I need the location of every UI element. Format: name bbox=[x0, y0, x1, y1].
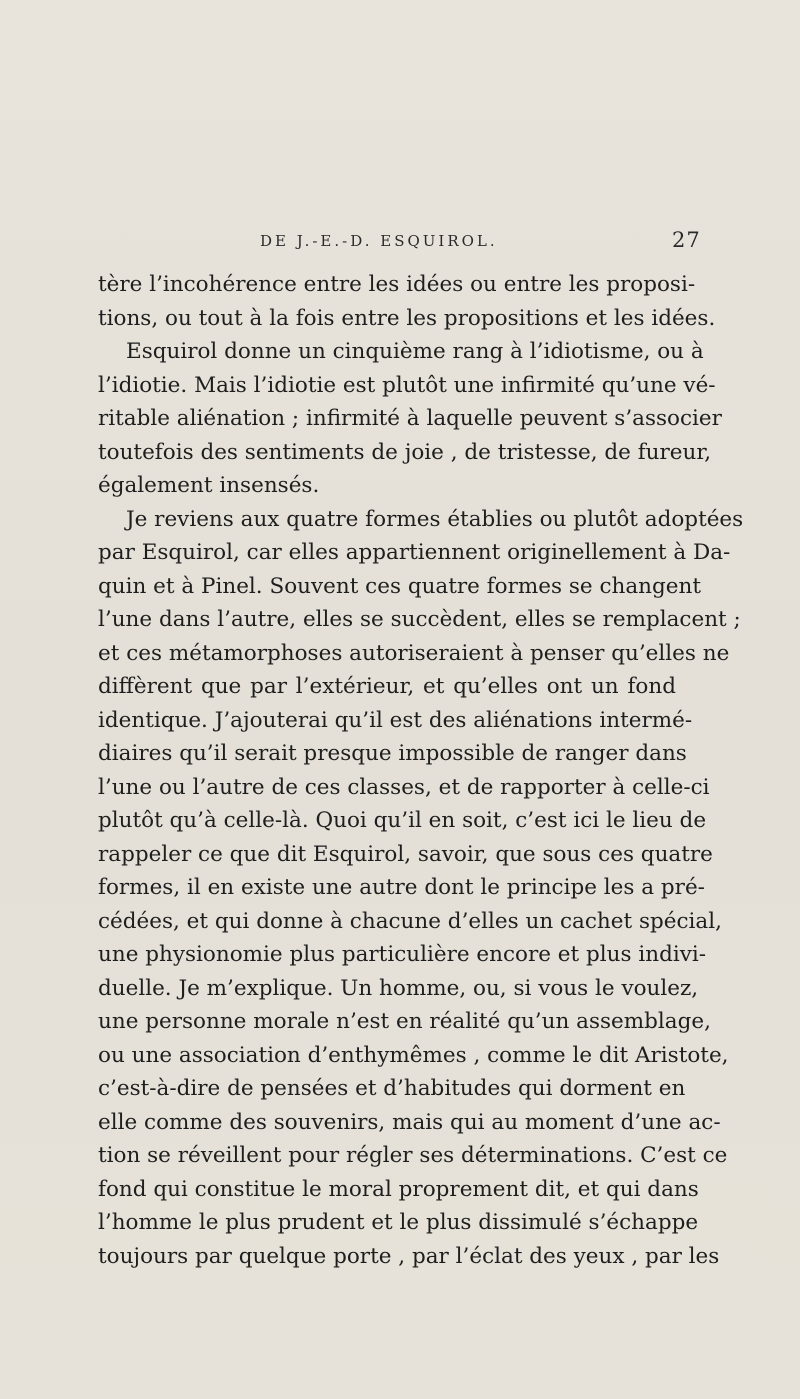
text-line: toutefois des sentiments de joie , de tristesse, de fureur, bbox=[98, 439, 712, 465]
text-line: ou une association d’enthymêmes , comme le dit Aristote, bbox=[98, 1042, 729, 1068]
text-line: tère l’incohérence entre les idées ou entre les proposi- bbox=[98, 272, 696, 297]
text-line: plutôt qu’à celle-là. Quoi qu’il en soit, c’est ici le lieu de bbox=[98, 808, 707, 833]
text-line: Esquirol donne un cinquième rang à l’idiotisme, ou à bbox=[126, 339, 704, 364]
text-line: diffèrent que par l’extérieur, et qu’elles ont un fond bbox=[98, 674, 676, 699]
text-line: par Esquirol, car elles appartiennent originellement à Da- bbox=[98, 540, 731, 565]
text-line: elle comme des souvenirs, mais qui au moment d’une ac- bbox=[98, 1109, 721, 1135]
text-line: l’idiotie. Mais l’idiotie est plutôt une infirmité qu’une vé- bbox=[98, 372, 716, 398]
text-line: c’est-à-dire de pensées et d’habitudes qui dorment en bbox=[98, 1076, 686, 1101]
text-line: Je reviens aux quatre formes établies ou plutôt adoptées bbox=[126, 506, 744, 532]
page-header bbox=[0, 228, 800, 262]
text-line: diaires qu’il serait presque impossible de ranger dans bbox=[98, 741, 687, 766]
page-number: 27 bbox=[672, 228, 701, 252]
text-line: l’une ou l’autre de ces classes, et de rapporter à celle-ci bbox=[98, 774, 710, 800]
text-line: quin et à Pinel. Souvent ces quatre formes se changent bbox=[98, 573, 701, 599]
text-line: également insensés. bbox=[98, 473, 320, 498]
text-line: et ces métamorphoses autoriseraient à penser qu’elles ne bbox=[98, 640, 730, 666]
text-line: tion se réveillent pour régler ses déterminations. C’est ce bbox=[98, 1143, 728, 1168]
text-line: duelle. Je m’explique. Un homme, ou, si vous le voulez, bbox=[98, 975, 699, 1001]
text-line: une physionomie plus particulière encore et plus indivi- bbox=[98, 942, 706, 967]
text-line: identique. J’ajouterai qu’il est des aliénations intermé- bbox=[98, 707, 693, 733]
text-line: cédées, et qui donne à chacune d’elles un cachet spécial, bbox=[98, 908, 722, 934]
text-line: ritable aliénation ; infirmité à laquelle peuvent s’associer bbox=[98, 406, 722, 431]
running-head: DE J.-E.-D. ESQUIROL. bbox=[260, 232, 498, 250]
text-line: toujours par quelque porte , par l’éclat des yeux , par les bbox=[98, 1243, 720, 1269]
text-line: l’une dans l’autre, elles se succèdent, elles se remplacent ; bbox=[98, 607, 741, 632]
text-line: l’homme le plus prudent et le plus dissimulé s’échappe bbox=[98, 1210, 699, 1235]
text-line: formes, il en existe une autre dont le principe les a pré- bbox=[98, 875, 705, 900]
text-line: fond qui constitue le moral proprement dit, et qui dans bbox=[98, 1176, 699, 1202]
text-line: rappeler ce que dit Esquirol, savoir, que sous ces quatre bbox=[98, 841, 713, 867]
text-line: une personne morale n’est en réalité qu’un assemblage, bbox=[98, 1009, 711, 1034]
body-text bbox=[98, 268, 744, 1273]
text-line: tions, ou tout à la fois entre les propositions et les idées. bbox=[98, 305, 716, 331]
